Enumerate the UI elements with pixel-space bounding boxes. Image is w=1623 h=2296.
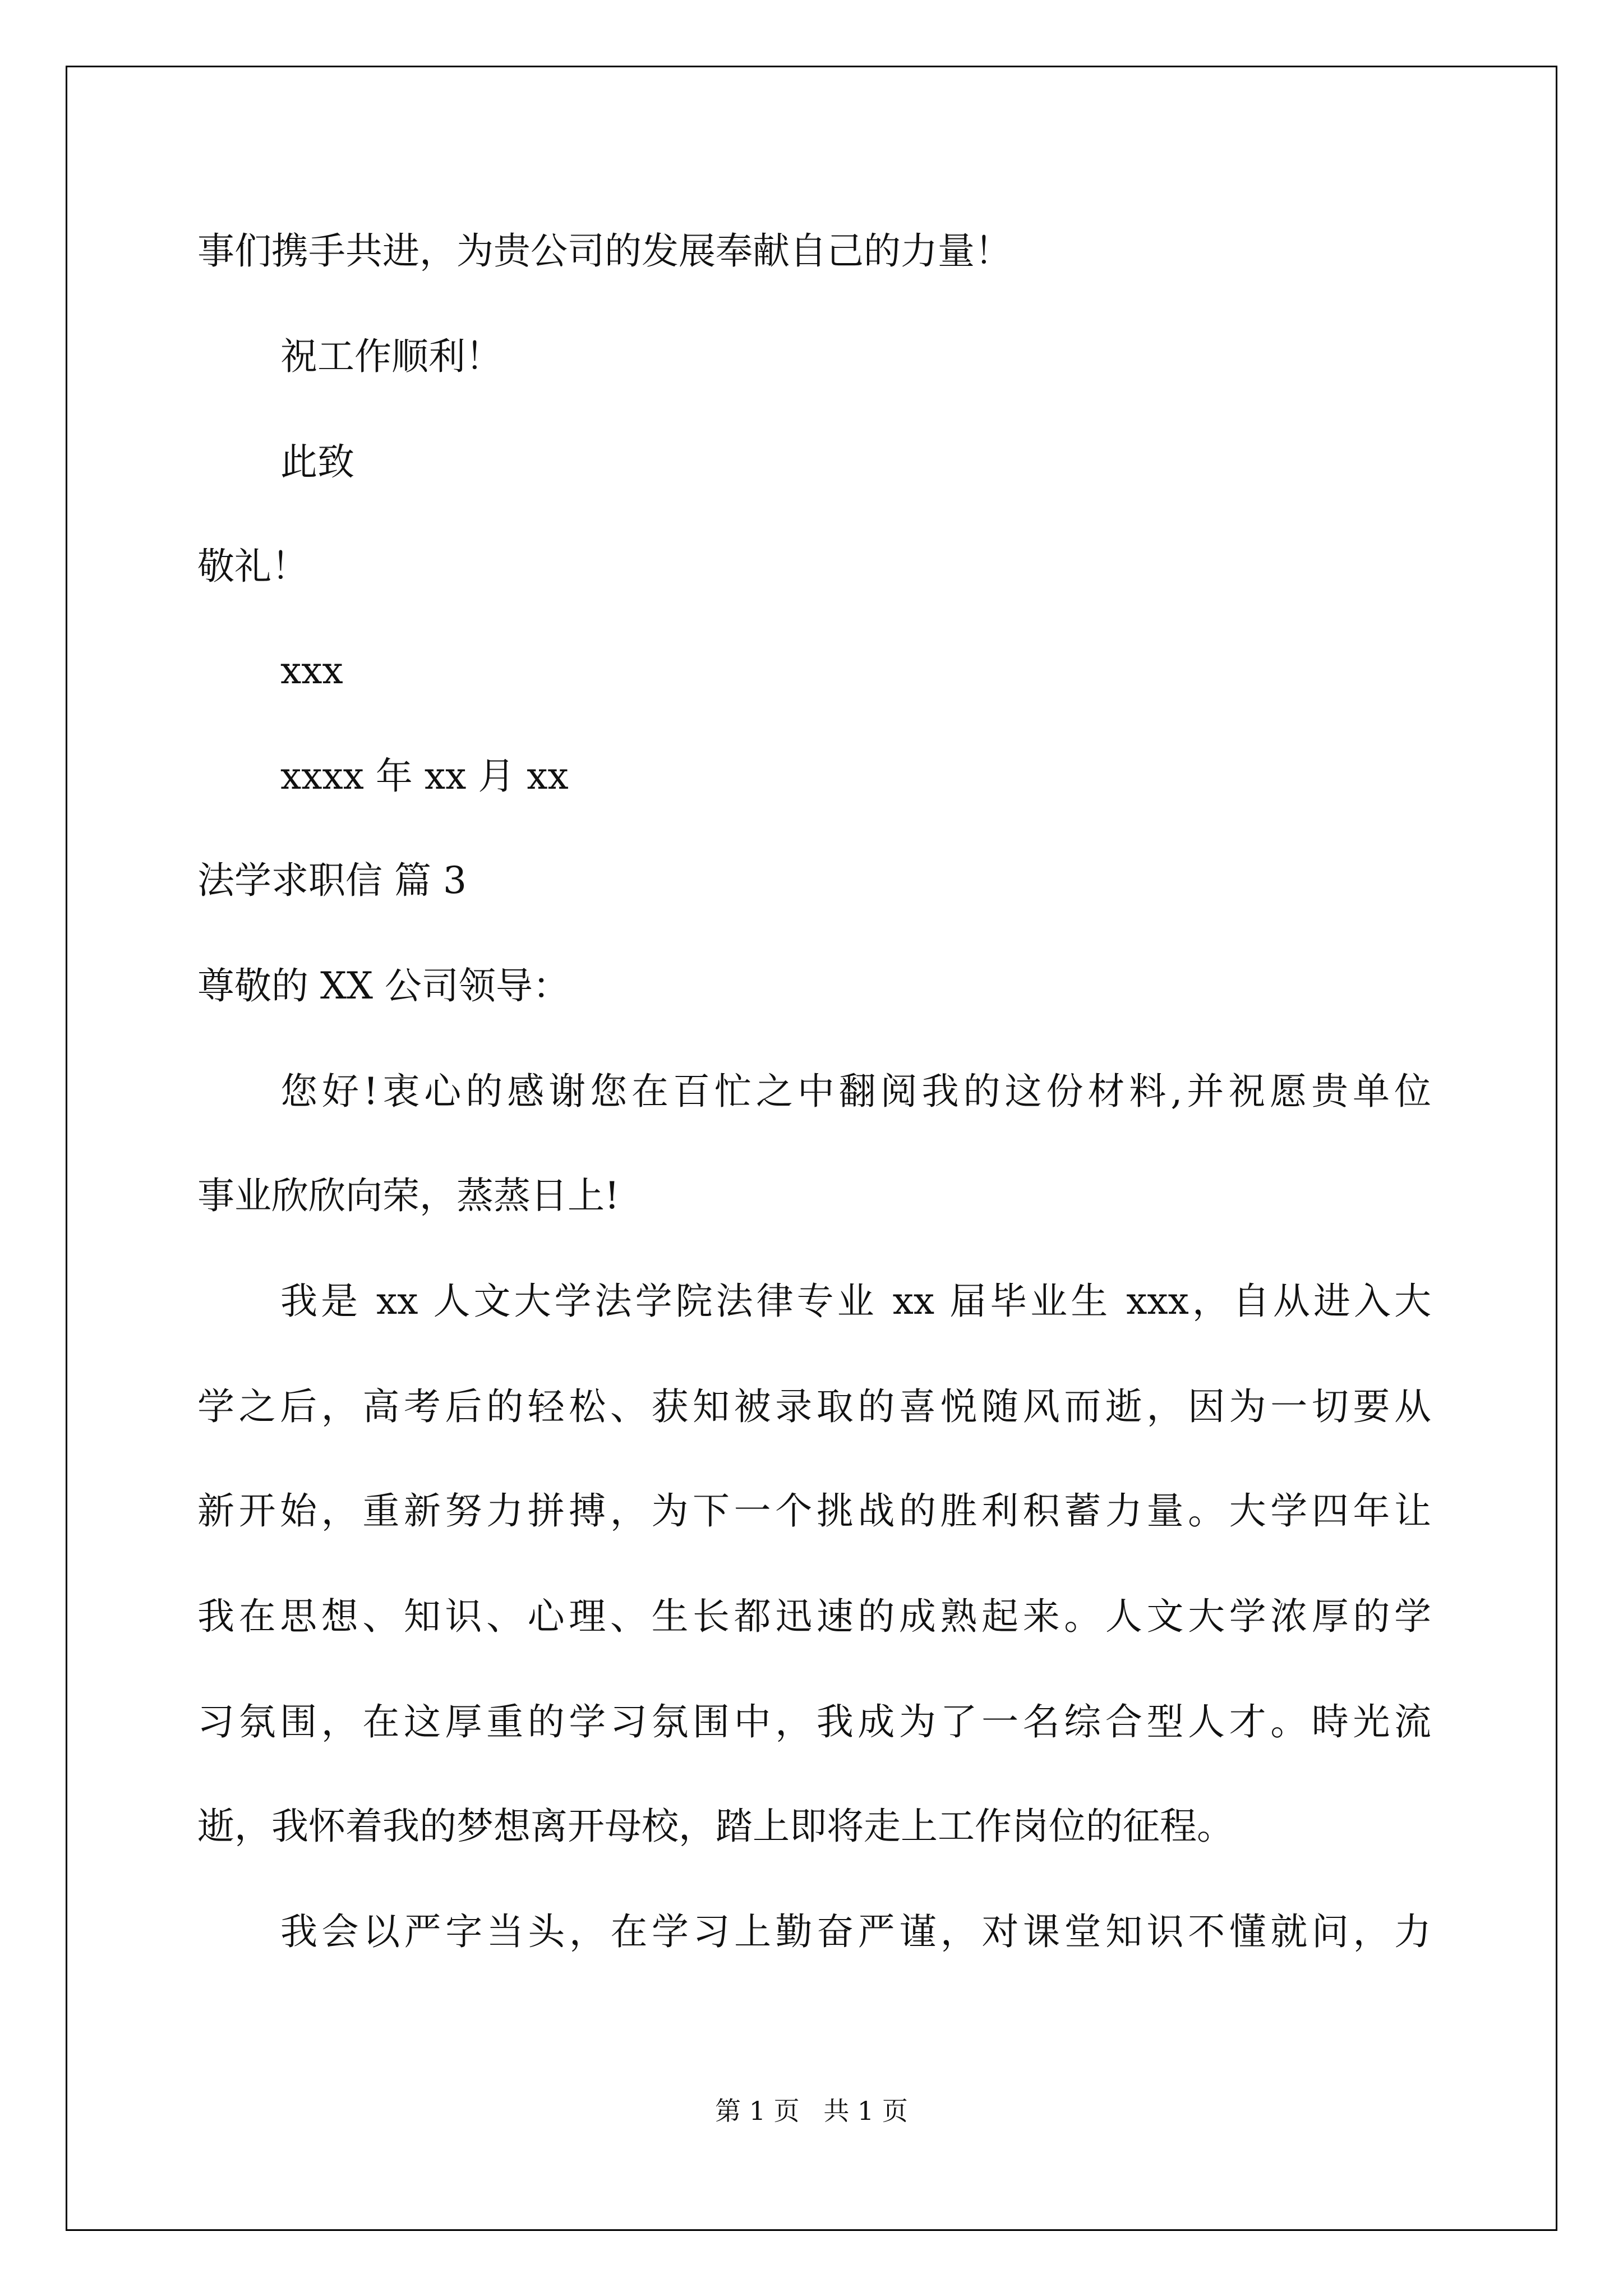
page-border (66, 66, 1557, 2231)
closing-wish: 祝工作顺利！ (280, 335, 502, 378)
paragraph-line: 我会以严字当头，在学习上勤奋严谨，对课堂知识不懂就问，力 (280, 1910, 1431, 1953)
signature-date: xxxx 年 xx 月 xx (280, 754, 569, 798)
body-line-1: 事们携手共进，为贵公司的发展奉献自己的力量！ (197, 229, 1012, 273)
page-footer (0, 2095, 1623, 2127)
paragraph-line: 我在思想、知识、心理、生长都迅速的成熟起来。人文大学浓厚的学 (197, 1595, 1431, 1638)
paragraph-line: 新开始，重新努力拼搏，为下一个挑战的胜利积蓄力量。大学四年让 (197, 1489, 1431, 1533)
signature-name: xxx (280, 649, 343, 692)
paragraph-line: 逝，我怀着我的梦想离开母校，踏上即将走上工作岗位的征程。 (197, 1805, 1234, 1848)
section-heading: 法学求职信 篇 3 (197, 859, 467, 902)
letter-greeting: 尊敬的 XX 公司领导： (197, 964, 570, 1007)
paragraph-line: 事业欣欣向荣，蒸蒸日上! (197, 1174, 620, 1217)
closing-salutation: 此致 (280, 440, 354, 484)
paragraph-line: 我是 xx 人文大学法学院法律专业 xx 届毕业生 xxx，自从进入大 (280, 1280, 1431, 1323)
paragraph-line: 学之后，高考后的轻松、获知被录取的喜悦随风而逝，因为一切要从 (197, 1385, 1431, 1428)
paragraph-line: 习氛围，在这厚重的学习氛围中，我成为了一名综合型人才。時光流 (197, 1700, 1431, 1743)
closing-respect: 敬礼！ (197, 545, 308, 588)
paragraph-line: 您好!衷心的感谢您在百忙之中翻阅我的这份材料,并祝愿贵单位 (280, 1070, 1431, 1113)
page-total: 共 1 页 (823, 2096, 908, 2126)
page-number: 第 1 页 (715, 2096, 800, 2126)
